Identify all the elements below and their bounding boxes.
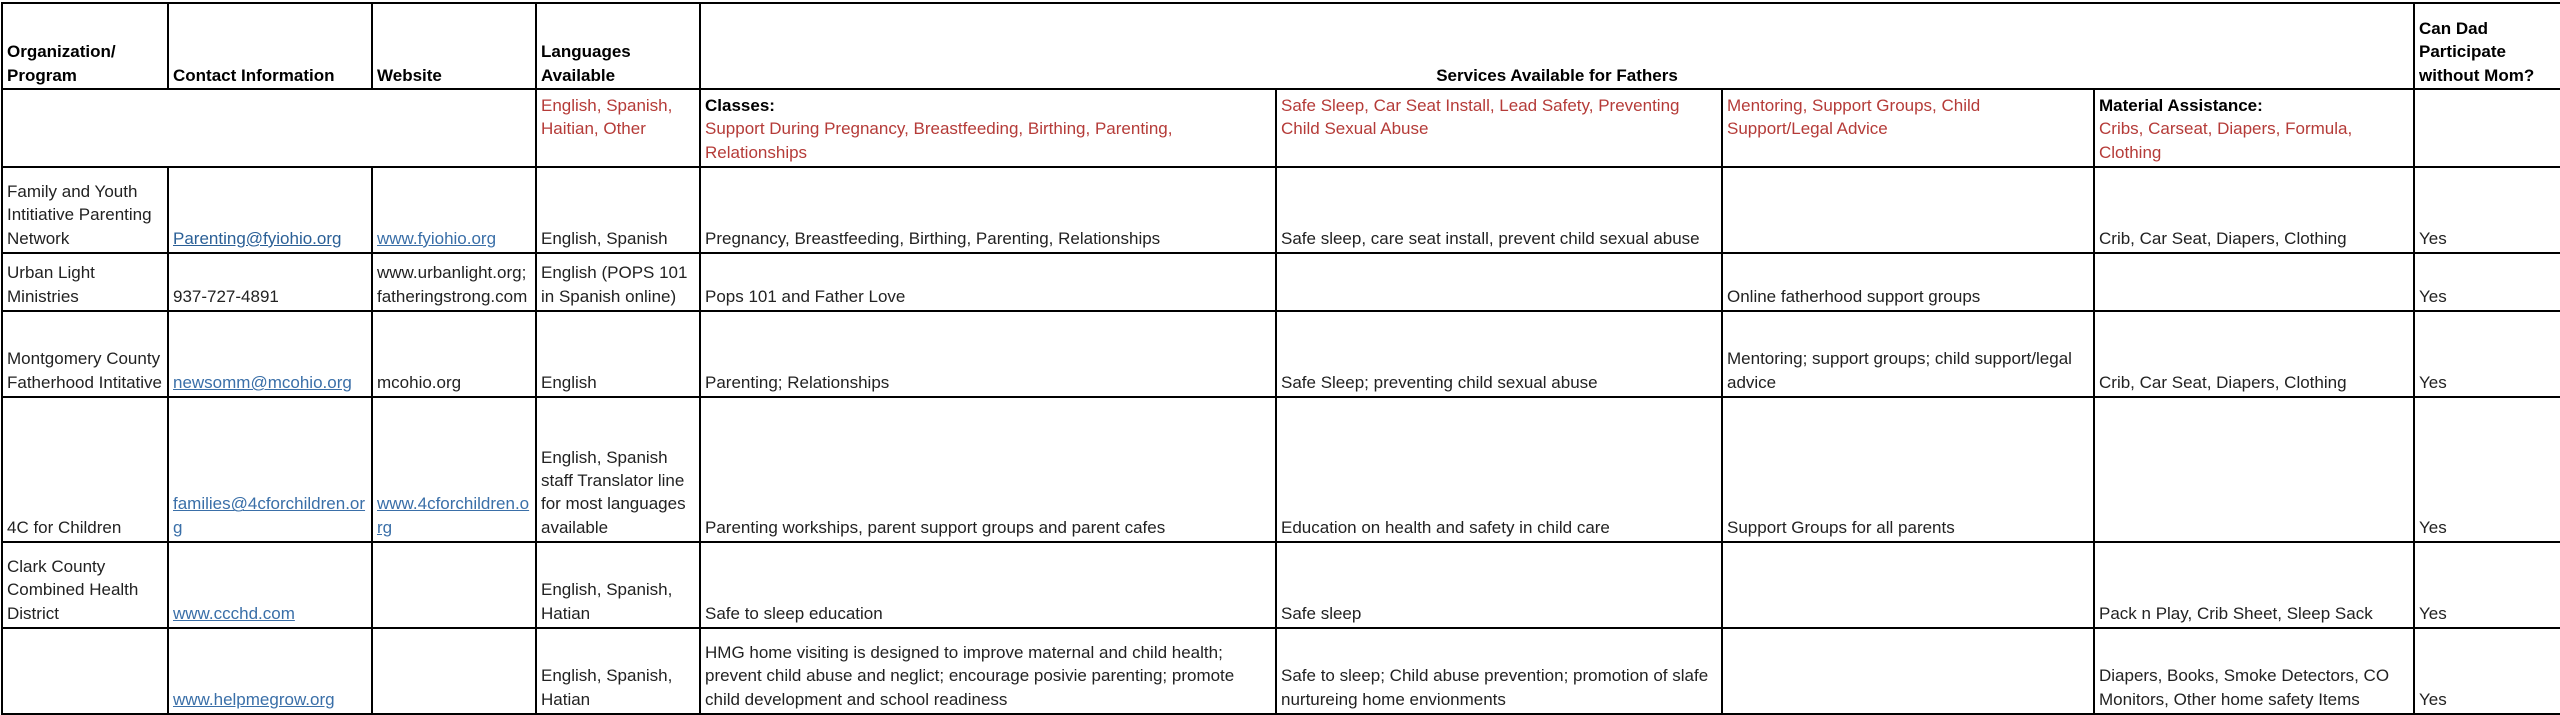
table-row [2, 167, 2560, 253]
cell-org [2, 628, 168, 714]
fatherhood-services-table [1, 2, 2560, 715]
cell-languages: English [536, 311, 700, 397]
cell-languages: English, Spanish, Hatian [536, 628, 700, 714]
cell-languages: English, Spanish staff Translator line for most languages available [536, 397, 700, 542]
website-link[interactable]: www.fyiohio.org [377, 228, 497, 248]
cell-website [372, 397, 536, 542]
col-header-services: Services Available for Fathers [700, 3, 2414, 89]
col-header-contact: Contact Information [168, 3, 372, 89]
cell-material [2094, 253, 2414, 311]
cell-website: www.urbanlight.org; fatheringstrong.com [372, 253, 536, 311]
cell-contact [168, 628, 372, 714]
cell-support: Online fatherhood support groups [1722, 253, 2094, 311]
header-row [2, 3, 2560, 89]
cell-languages: English (POPS 101 in Spanish online) [536, 253, 700, 311]
table-row [2, 542, 2560, 628]
cell-support [1722, 542, 2094, 628]
cell-languages: English, Spanish [536, 167, 700, 253]
cell-contact: 937-727-4891 [168, 253, 372, 311]
table-row [2, 311, 2560, 397]
classes-label: Classes: [705, 96, 775, 115]
cell-safety: Safe Sleep; preventing child sexual abuse [1276, 311, 1722, 397]
subheader-safety: Safe Sleep, Car Seat Install, Lead Safety, Preventing Child Sexual Abuse [1276, 89, 1722, 167]
cell-classes: Parenting workships, parent support groups and parent cafes [700, 397, 1276, 542]
cell-safety [1276, 253, 1722, 311]
table-row [2, 397, 2560, 542]
col-header-participate: Can Dad Participate without Mom? [2414, 3, 2560, 89]
cell-support [1722, 167, 2094, 253]
cell-support: Support Groups for all parents [1722, 397, 2094, 542]
cell-website [372, 542, 536, 628]
service-category-row [2, 89, 2560, 167]
cell-classes: Safe to sleep education [700, 542, 1276, 628]
cell-org: Family and Youth Intitiative Parenting Network [2, 167, 168, 253]
contact-link[interactable]: Parenting@fyiohio.org [173, 228, 342, 248]
cell-org: Urban Light Ministries [2, 253, 168, 311]
cell-material: Pack n Play, Crib Sheet, Sleep Sack [2094, 542, 2414, 628]
cell-classes: Pregnancy, Breastfeeding, Birthing, Parenting, Relationships [700, 167, 1276, 253]
cell-safety: Safe sleep, care seat install, prevent child sexual abuse [1276, 167, 1722, 253]
cell-contact [168, 167, 372, 253]
contact-link[interactable]: newsomm@mcohio.org [173, 372, 352, 392]
subheader-languages: English, Spanish, Haitian, Other [536, 89, 700, 167]
cell-participate: Yes [2414, 628, 2560, 714]
cell-contact [168, 542, 372, 628]
cell-material [2094, 397, 2414, 542]
cell-support: Mentoring; support groups; child support/legal advice [1722, 311, 2094, 397]
table-row [2, 253, 2560, 311]
cell-participate: Yes [2414, 542, 2560, 628]
cell-languages: English, Spanish, Hatian [536, 542, 700, 628]
contact-link[interactable]: www.helpmegrow.org [173, 689, 335, 709]
website-link[interactable]: www.4cforchildren.org [377, 494, 530, 537]
cell-material: Crib, Car Seat, Diapers, Clothing [2094, 311, 2414, 397]
cell-participate: Yes [2414, 167, 2560, 253]
cell-website [372, 628, 536, 714]
cell-support [1722, 628, 2094, 714]
subheader-classes [700, 89, 1276, 167]
contact-link[interactable]: families@4cforchildren.org [173, 494, 366, 537]
col-header-website: Website [372, 3, 536, 89]
cell-contact [168, 397, 372, 542]
cell-classes: HMG home visiting is designed to improve maternal and child health; prevent child abuse and neglict; encourage posivie parenting; promote child development and school readiness [700, 628, 1276, 714]
cell-material: Crib, Car Seat, Diapers, Clothing [2094, 167, 2414, 253]
col-header-organization: Organization/ Program [2, 3, 168, 89]
subheader-participate-blank [2414, 89, 2560, 167]
cell-safety: Education on health and safety in child care [1276, 397, 1722, 542]
cell-material: Diapers, Books, Smoke Detectors, CO Monitors, Other home safety Items [2094, 628, 2414, 714]
cell-classes: Parenting; Relationships [700, 311, 1276, 397]
material-list: Cribs, Carseat, Diapers, Formula, Clothing [2099, 119, 2353, 162]
classes-list: Support During Pregnancy, Breastfeeding, Birthing, Parenting, Relationships [705, 119, 1173, 162]
col-header-languages: Languages Available [536, 3, 700, 89]
cell-org: Montgomery County Fatherhood Intitative [2, 311, 168, 397]
material-label: Material Assistance: [2099, 96, 2263, 115]
cell-contact [168, 311, 372, 397]
subheader-support: Mentoring, Support Groups, Child Support/Legal Advice [1722, 89, 2094, 167]
cell-safety: Safe sleep [1276, 542, 1722, 628]
cell-participate: Yes [2414, 253, 2560, 311]
cell-classes: Pops 101 and Father Love [700, 253, 1276, 311]
cell-safety: Safe to sleep; Child abuse prevention; promotion of slafe nurtureing home envionments [1276, 628, 1722, 714]
table-row [2, 628, 2560, 714]
subheader-blank [2, 89, 536, 167]
cell-website: mcohio.org [372, 311, 536, 397]
subheader-material [2094, 89, 2414, 167]
cell-org: 4C for Children [2, 397, 168, 542]
cell-participate: Yes [2414, 397, 2560, 542]
cell-org: Clark County Combined Health District [2, 542, 168, 628]
cell-participate: Yes [2414, 311, 2560, 397]
contact-link[interactable]: www.ccchd.com [173, 603, 295, 623]
cell-website [372, 167, 536, 253]
